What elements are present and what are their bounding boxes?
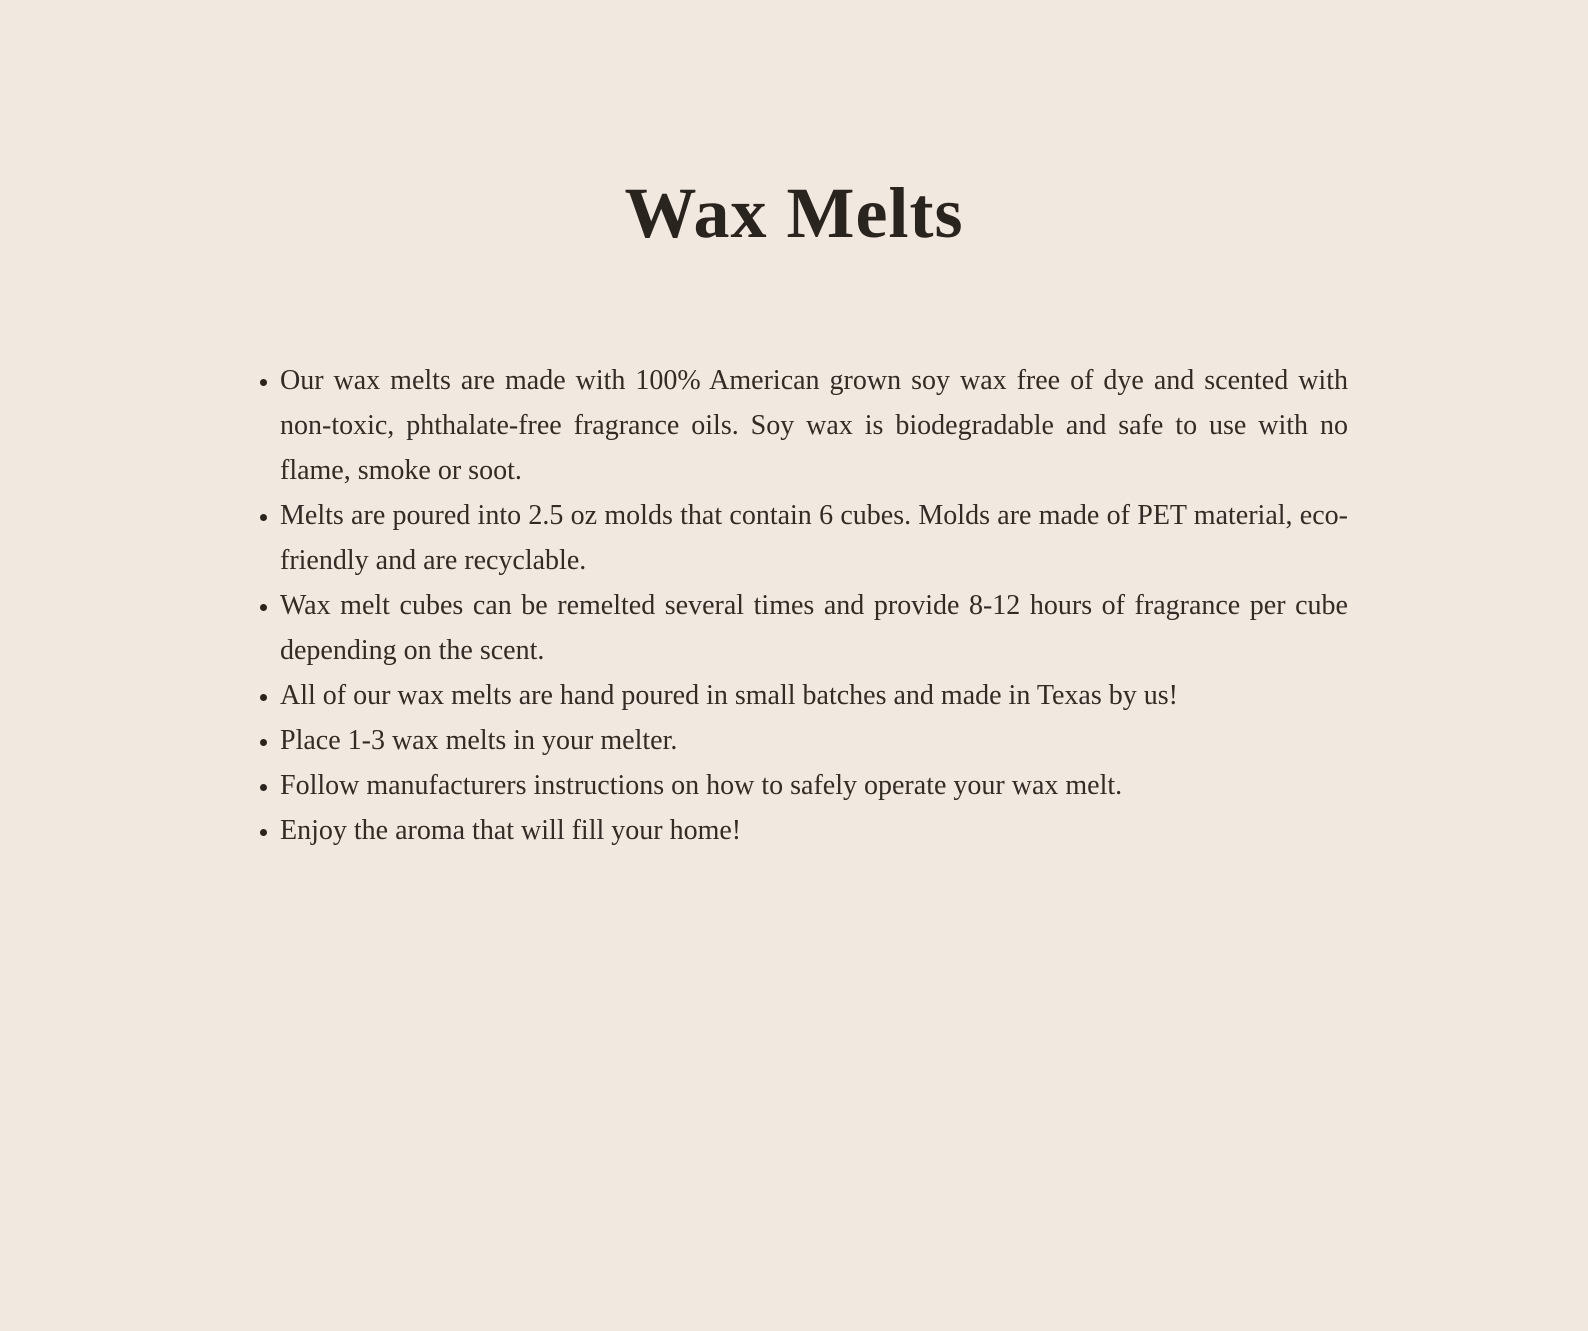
list-item: • All of our wax melts are hand poured in small batches and made in Texas by us!: [280, 673, 1348, 718]
description-list-container: [252, 358, 1348, 853]
list-item: • Melts are poured into 2.5 oz molds that contain 6 cubes. Molds are made of PET material, eco-friendly and are recyclable.: [280, 493, 1348, 583]
page-title: Wax Melts: [624, 173, 964, 253]
list-item: • Place 1-3 wax melts in your melter.: [280, 718, 1348, 763]
description-list: [252, 358, 1348, 853]
list-item: • Follow manufacturers instructions on how to safely operate your wax melt.: [280, 763, 1348, 808]
list-item: • Wax melt cubes can be remelted several times and provide 8-12 hours of fragrance per cube depending on the scent.: [280, 583, 1348, 673]
list-item: • Enjoy the aroma that will fill your home!: [280, 808, 1348, 853]
list-item: • Our wax melts are made with 100% American grown soy wax free of dye and scented with non-toxic, phthalate-free fragrance oils. Soy wax is biodegradable and safe to use with no flame, smoke or soot.: [280, 358, 1348, 493]
